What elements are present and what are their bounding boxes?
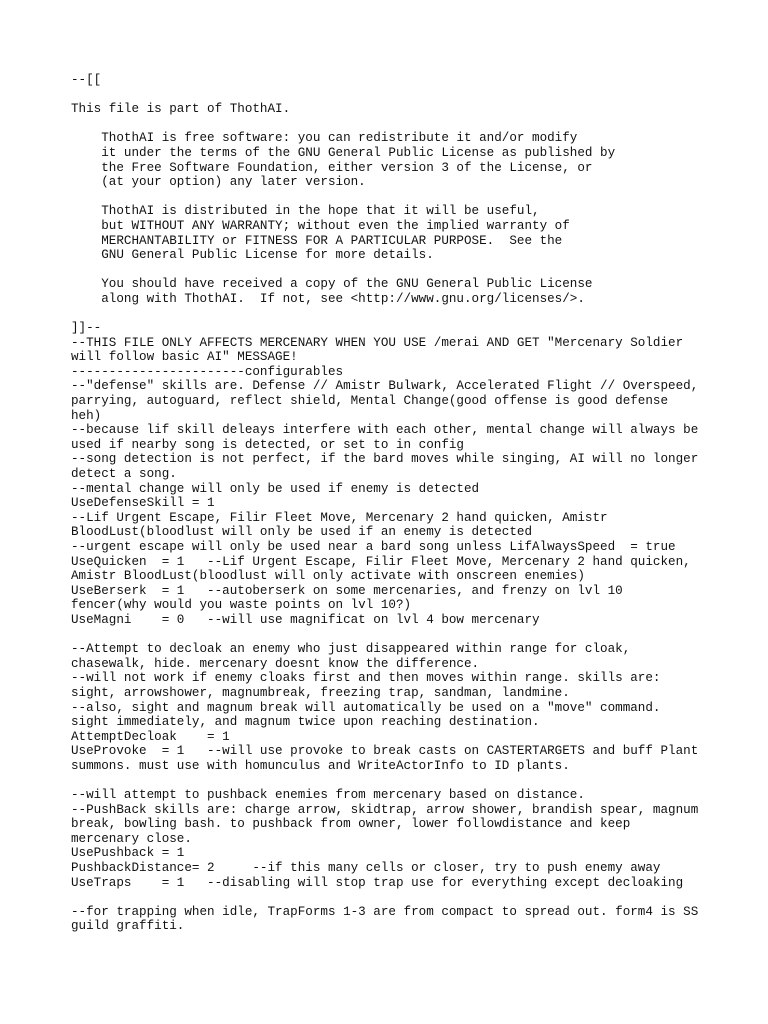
code-line: ]]-- bbox=[71, 321, 102, 336]
code-line: ThothAI is distributed in the hope that it will be useful, bbox=[71, 204, 540, 219]
code-line: GNU General Public License for more details. bbox=[71, 248, 434, 263]
code-line: --for trapping when idle, TrapForms 1-3 are from compact to spread out. form4 is SS bbox=[71, 904, 699, 919]
code-line: UseQuicken = 1 --Lif Urgent Escape, Filir Fleet Move, Mercenary 2 hand quicken, bbox=[71, 554, 691, 569]
code-line: You should have received a copy of the GNU General Public License bbox=[71, 277, 593, 292]
code-line: ThothAI is free software: you can redistribute it and/or modify bbox=[71, 131, 578, 146]
source-code-text bbox=[71, 73, 698, 934]
code-line: --will not work if enemy cloaks first and then moves within range. skills are: bbox=[71, 671, 661, 686]
code-line: the Free Software Foundation, either version 3 of the License, or bbox=[71, 160, 593, 175]
blank-line bbox=[71, 88, 698, 103]
code-line: AttemptDecloak = 1 bbox=[71, 729, 230, 744]
code-line: This file is part of ThothAI. bbox=[71, 102, 291, 117]
code-line: --urgent escape will only be used near a bard song unless LifAlwaysSpeed = true bbox=[71, 540, 676, 554]
blank-line bbox=[71, 307, 698, 322]
code-line: but WITHOUT ANY WARRANTY; without even the implied warranty of bbox=[71, 218, 570, 233]
code-line: heh) bbox=[71, 408, 102, 423]
code-line: fencer(why would you waste points on lvl 10?) bbox=[71, 598, 412, 613]
code-line: UsePushback = 1 bbox=[71, 846, 185, 861]
code-line: --mental change will only be used if enemy is detected bbox=[71, 481, 480, 496]
code-line: chasewalk, hide. mercenary doesnt know the difference. bbox=[71, 656, 480, 671]
code-line: break, bowling bash. to pushback from owner, lower followdistance and keep bbox=[71, 817, 631, 832]
code-line: summons. must use with homunculus and WriteActorInfo to ID plants. bbox=[71, 758, 570, 773]
code-line: --"defense" skills are. Defense // Amistr Bulwark, Accelerated Flight // Overspeed, bbox=[71, 379, 699, 394]
code-line: --song detection is not perfect, if the bard moves while singing, AI will no longer bbox=[71, 452, 699, 467]
blank-line bbox=[71, 190, 698, 205]
code-line: BloodLust(bloodlust will only be used if an enemy is detected bbox=[71, 525, 533, 540]
blank-line bbox=[71, 263, 698, 278]
code-line: UseDefenseSkill = 1 bbox=[71, 496, 215, 511]
code-line: sight immediately, and magnum twice upon reaching destination. bbox=[71, 715, 540, 730]
code-line: Amistr BloodLust(bloodlust will only activate with onscreen enemies) bbox=[71, 569, 585, 584]
code-line: used if nearby song is detected, or set to in config bbox=[71, 437, 464, 452]
code-line: mercenary close. bbox=[71, 831, 192, 846]
code-line: PushbackDistance= 2 --if this many cells or closer, try to push enemy away bbox=[71, 861, 661, 876]
code-line: sight, arrowshower, magnumbreak, freezing trap, sandman, landmine. bbox=[71, 685, 570, 700]
blank-line bbox=[71, 774, 698, 789]
code-line: guild graffiti. bbox=[71, 919, 185, 934]
blank-line bbox=[71, 628, 698, 643]
code-line: --also, sight and magnum break will automatically be used on a "move" command. bbox=[71, 700, 661, 715]
code-line: MERCHANTABILITY or FITNESS FOR A PARTICULAR PURPOSE. See the bbox=[71, 233, 563, 248]
code-line: -----------------------configurables bbox=[71, 364, 344, 379]
code-line: detect a song. bbox=[71, 467, 177, 482]
code-line: (at your option) any later version. bbox=[71, 175, 366, 190]
blank-line bbox=[71, 117, 698, 132]
code-line: along with ThothAI. If not, see <http://www.gnu.org/licenses/>. bbox=[71, 291, 585, 306]
code-line: parrying, autoguard, reflect shield, Mental Change(good offense is good defense bbox=[71, 394, 669, 409]
blank-line bbox=[71, 890, 698, 905]
code-line: will follow basic AI" MESSAGE! bbox=[71, 350, 298, 365]
code-line: UseProvoke = 1 --will use provoke to break casts on CASTERTARGETS and buff Plant bbox=[71, 744, 699, 759]
code-line: UseBerserk = 1 --autoberserk on some mercenaries, and frenzy on lvl 10 bbox=[71, 583, 623, 598]
code-line: it under the terms of the GNU General Public License as published by bbox=[71, 145, 616, 160]
code-line: UseMagni = 0 --will use magnificat on lvl 4 bow mercenary bbox=[71, 612, 540, 627]
code-line: --will attempt to pushback enemies from mercenary based on distance. bbox=[71, 788, 585, 803]
code-line: --Lif Urgent Escape, Filir Fleet Move, Mercenary 2 hand quicken, Amistr bbox=[71, 510, 608, 525]
code-line: --[[ bbox=[71, 73, 102, 87]
code-line: --Attempt to decloak an enemy who just disappeared within range for cloak, bbox=[71, 642, 631, 657]
code-line: --PushBack skills are: charge arrow, skidtrap, arrow shower, brandish spear, magnum bbox=[71, 802, 699, 817]
code-line: --because lif skill deleays interfere with each other, mental change will always be bbox=[71, 423, 699, 438]
code-line: UseTraps = 1 --disabling will stop trap use for everything except decloaking bbox=[71, 875, 684, 890]
code-line: --THIS FILE ONLY AFFECTS MERCENARY WHEN YOU USE /merai AND GET "Mercenary Soldier bbox=[71, 335, 684, 350]
